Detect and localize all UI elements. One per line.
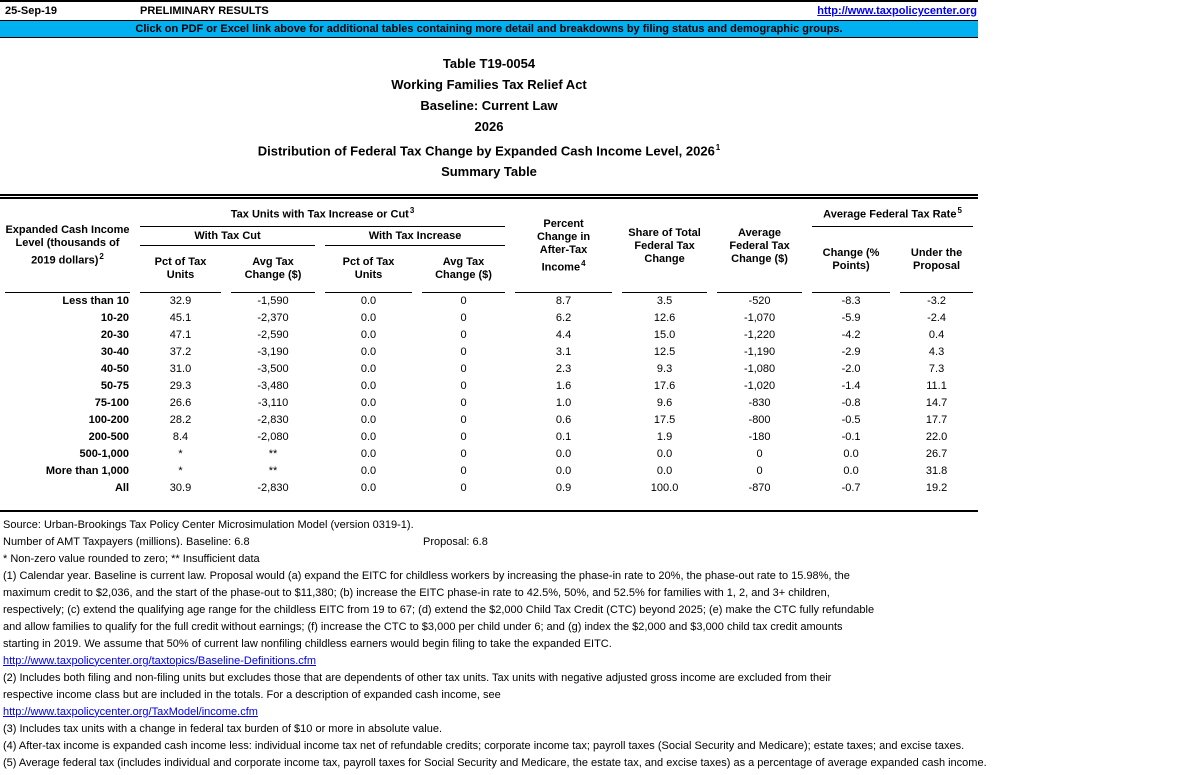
cell-value: -800 [748,414,771,427]
cell-value: -5.9 [841,312,861,325]
info-banner: Click on PDF or Excel link above for additional tables containing more detail and breakdowns by filing status and demographic groups. [0,20,978,38]
asterisk-legend: * Non-zero value rounded to zero; ** Insufficient data [3,552,260,565]
cell-value: 0.0 [360,431,377,444]
cell-value: 19.2 [925,482,948,495]
cell-value: 0.4 [928,329,945,342]
table-row [0,378,978,395]
footnote-ref-4: 4 [581,258,586,268]
cell-value: 8.4 [172,431,189,444]
taxpolicycenter-link[interactable]: http://www.taxpolicycenter.org [817,5,977,17]
cell-value: 2.3 [555,363,572,376]
cell-value: -1,590 [257,295,289,308]
cell-value: 14.7 [925,397,948,410]
cell-value: -830 [748,397,771,410]
cell-value: 17.5 [653,414,676,427]
col-header-income-level: Expanded Cash Income Level (thousands of 2019 dollars)$^2$ [0,197,135,293]
cell-value: 31.0 [169,363,192,376]
top-header [0,0,978,20]
cell-value: 0.0 [360,329,377,342]
footnote-ref-2: 2 [99,252,104,262]
preliminary-results-label: PRELIMINARY RESULTS [140,5,269,17]
row-label: 75-100 [94,397,129,410]
report-date: 25-Sep-19 [5,5,57,17]
table-row [0,361,978,378]
col-header-rate-under-proposal: Under the Proposal [895,227,978,293]
cell-value: 9.6 [656,397,673,410]
footnote-1-line: starting in 2019. We assume that 50% of current law nonfiling childless earners would begin filing to take the expanded EITC. [3,637,612,650]
table-row [0,395,978,412]
cell-value: -0.1 [841,431,861,444]
cell-value: -0.7 [841,482,861,495]
footnote-2-line: respective income class but are included in the totals. For a description of expanded cash income, see [3,688,501,701]
cell-value: 0.0 [360,482,377,495]
title-block [0,53,978,182]
table-row [0,463,978,480]
cell-value: -2,080 [257,431,289,444]
row-label: 100-200 [88,414,129,427]
cell-value: -0.5 [841,414,861,427]
col-header-pct-change-after-tax-income: Percent Change in After-Tax Income$^4$ [510,197,617,293]
cell-value: 47.1 [169,329,192,342]
cell-value: 0.9 [555,482,572,495]
distribution-title: Distribution of Federal Tax Change by Expanded Cash Income Level, 2026$^1$ [257,143,721,159]
cell-value: -1.4 [841,380,861,393]
cell-value: 12.6 [653,312,676,325]
row-label: Less than 10 [62,295,129,308]
cell-value: ** [268,448,278,461]
cell-value: 0.0 [360,397,377,410]
cell-value: 0.0 [360,363,377,376]
col-header-share-of-total: Share of Total Federal Tax Change [617,197,712,293]
cell-value: 45.1 [169,312,192,325]
footnote-3: (3) Includes tax units with a change in federal tax burden of $10 or more in absolute value. [3,722,443,735]
cell-value: -180 [748,431,771,444]
cell-value: 0 [460,465,467,478]
row-label: 200-500 [88,431,129,444]
row-label: All [114,482,129,495]
cell-value: 0.6 [555,414,572,427]
row-label: 30-40 [100,346,129,359]
cell-value: 0 [460,431,467,444]
cell-value: -1,190 [743,346,776,359]
cell-value: -2,590 [257,329,289,342]
cell-value: 3.5 [656,295,673,308]
table-row [0,429,978,446]
baseline-definitions-link[interactable]: http://www.taxpolicycenter.org/taxtopics/Baseline-Definitions.cfm [3,654,317,667]
cell-value: -1,070 [743,312,776,325]
cell-value: 0.1 [555,431,572,444]
col-header-increase-avg-change: Avg Tax Change ($) [417,246,510,293]
row-label: More than 1,000 [45,465,129,478]
table-row [0,446,978,463]
footnote-ref-3: 3 [409,206,415,216]
cell-value: 0.0 [360,312,377,325]
cell-value: 17.7 [925,414,948,427]
source-note: Source: Urban-Brookings Tax Policy Center Microsimulation Model (version 0319-1). [3,518,414,531]
footnote-2-line: (2) Includes both filing and non-filing units but excludes those that are dependents of other tax units. Tax units with negative adjusted gross income are excluded from their [3,671,832,684]
cell-value: -4.2 [841,329,861,342]
table-row [0,293,978,310]
cell-value: 0 [460,397,467,410]
amt-baseline: Number of AMT Taxpayers (millions). Baseline: 6.8 [3,535,250,548]
cell-value: -1,080 [743,363,776,376]
cell-value: 12.5 [653,346,676,359]
cell-value: 15.0 [653,329,676,342]
act-title: Working Families Tax Relief Act [391,77,587,92]
col-header-increase-pct-units: Pct of Tax Units [320,246,417,293]
cell-value: 1.9 [656,431,673,444]
cell-value: 0.0 [656,448,673,461]
cell-value: 0.0 [360,448,377,461]
footnote-ref-1: 1 [715,143,721,152]
row-label: 50-75 [100,380,129,393]
table-bottom-spacer [0,497,978,511]
cell-value: -1,020 [743,380,776,393]
cell-value: 0 [460,363,467,376]
cell-value: 0.0 [555,448,572,461]
row-label: 500-1,000 [79,448,129,461]
cell-value: -1,220 [743,329,776,342]
group-header-average-federal-tax-rate: Average Federal Tax Rate$^5$ [807,197,978,227]
summary-table [0,194,978,512]
cell-value: 0.0 [360,295,377,308]
summary-table-title: Summary Table [441,164,537,180]
cell-value: 30.9 [169,482,192,495]
footnote-1-line: respectively; (c) extend the qualifying age range for the childless EITC from 19 to 67; (d) extend the $2,000 Child Tax Credit (CTC) beyond 2025; (e) make the CTC fully refundable [3,603,875,616]
cell-value: 22.0 [925,431,948,444]
cell-value: 26.7 [925,448,948,461]
cell-value: 0.0 [656,465,673,478]
footnote-1-line: maximum credit to $2,036, and the start of the phase-out to $11,380; (b) increase the EITC phase-in rate to 42.5%, 50%, and 52.5% for families with 1, 2, and 3+ children, [3,586,830,599]
cell-value: 29.3 [169,380,192,393]
cell-value: -8.3 [841,295,861,308]
col-header-rate-change-points: Change (% Points) [807,227,895,293]
cell-value: 0 [460,414,467,427]
subgroup-header-with-tax-increase: With Tax Increase [320,227,510,246]
subgroup-header-with-tax-cut: With Tax Cut [135,227,320,246]
table-body [0,293,978,511]
cell-value: 1.0 [555,397,572,410]
cell-value: 4.3 [928,346,945,359]
cell-value: 0 [756,465,763,478]
cell-value: -3,500 [257,363,289,376]
income-definition-link[interactable]: http://www.taxpolicycenter.org/TaxModel/income.cfm [3,705,258,718]
row-label: 10-20 [100,312,129,325]
footnote-1-line: (1) Calendar year. Baseline is current law. Proposal would (a) expand the EITC for childless workers by increasing the phase-in rate to 20%, the phase-out rate to 15.98%, the [3,569,850,582]
cell-value: -520 [748,295,771,308]
cell-value: 28.2 [169,414,192,427]
table-row [0,412,978,429]
cell-value: -2.4 [927,312,947,325]
table-row [0,344,978,361]
cell-value: 0 [460,312,467,325]
table-row [0,327,978,344]
cell-value: -2.9 [841,346,861,359]
cell-value: -2,830 [257,414,289,427]
cell-value: 4.4 [555,329,572,342]
cell-value: 7.3 [928,363,945,376]
footnote-ref-5: 5 [957,206,962,216]
col-header-cut-pct-units: Pct of Tax Units [135,246,226,293]
cell-value: -2,830 [257,482,289,495]
table-row [0,480,978,497]
cell-value: 100.0 [650,482,679,495]
footnote-1-line: and allow families to qualify for the full credit without earnings; (f) increase the CTC to $3,000 per child under 6; and (g) index the $2,000 and $3,000 child tax credit amounts [3,620,843,633]
cell-value: 0.0 [360,465,377,478]
cell-value: -2.0 [841,363,861,376]
baseline-title: Baseline: Current Law [420,98,558,113]
cell-value: 0.0 [360,346,377,359]
cell-value: 0.0 [360,414,377,427]
cell-value: 32.9 [169,295,192,308]
cell-value: 0 [460,346,467,359]
cell-value: 37.2 [169,346,192,359]
cell-value: 0 [756,448,763,461]
col-header-average-federal-tax-change: Average Federal Tax Change ($) [712,197,807,293]
cell-value: 0.0 [555,465,572,478]
cell-value: * [178,465,183,478]
cell-value: 0 [460,329,467,342]
row-label: 40-50 [100,363,129,376]
cell-value: 31.8 [925,465,948,478]
amt-taxpayers-note [3,534,1202,551]
table-number-title: Table T19-0054 [442,56,536,71]
group-header-tax-units: Tax Units with Tax Increase or Cut$^3$ [135,197,510,227]
cell-value: 0 [460,295,467,308]
cell-value: 1.6 [555,380,572,393]
cell-value: 26.6 [169,397,192,410]
cell-value: 0.0 [360,380,377,393]
row-label: 20-30 [100,329,129,342]
cell-value: * [178,448,183,461]
cell-value: -3,480 [257,380,289,393]
year-title: 2026 [474,119,504,134]
cell-value: -2,370 [257,312,289,325]
cell-value: -3.2 [927,295,947,308]
cell-value: 3.1 [555,346,572,359]
amt-proposal: Proposal: 6.8 [423,535,488,548]
cell-value: 0.0 [843,448,859,461]
cell-value: 9.3 [656,363,673,376]
cell-value: 0 [460,448,467,461]
cell-value: ** [268,465,278,478]
footnotes [0,517,1202,772]
cell-value: 0.0 [843,465,859,478]
footnote-5: (5) Average federal tax (includes individual and corporate income tax, payroll taxes for Social Security and Medicare, the estate tax, and excise taxes) as a percentage of average expanded cash income. [3,756,987,769]
cell-value: -0.8 [841,397,861,410]
cell-value: 6.2 [555,312,572,325]
cell-value: -3,110 [257,397,289,410]
cell-value: 0 [460,482,467,495]
cell-value: 8.7 [555,295,572,308]
footnote-4: (4) After-tax income is expanded cash income less: individual income tax net of refundable credits; corporate income tax; payroll taxes (Social Security and Medicare); estate taxes; and excise taxes. [3,739,965,752]
table-row [0,310,978,327]
cell-value: 17.6 [653,380,676,393]
cell-value: 0 [460,380,467,393]
cell-value: -3,190 [257,346,289,359]
cell-value: 11.1 [926,380,947,393]
cell-value: -870 [748,482,771,495]
col-header-cut-avg-change: Avg Tax Change ($) [226,246,320,293]
